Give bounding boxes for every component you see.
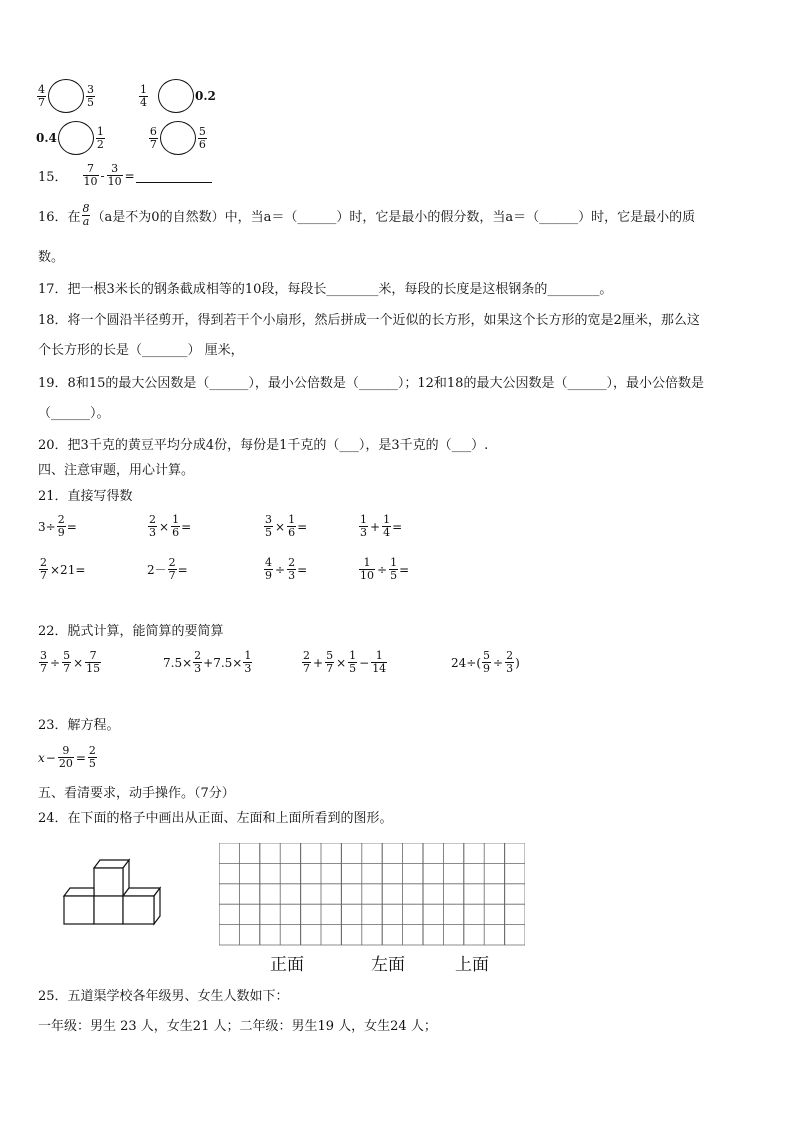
question-text: 16．在: [38, 210, 81, 225]
answer-blank[interactable]: [136, 168, 212, 183]
fraction: $\frac{6}{7}$: [149, 124, 157, 151]
fraction: $\frac{2}{7}$: [168, 556, 176, 582]
compare-value: 0.4: [36, 131, 57, 145]
question-15: 15． $\frac{7}{10}$ - $\frac{3}{10}$ =: [38, 163, 212, 188]
question-17: 17．把一根3米长的钢条截成相等的10段，每段长________米，每段的长度是这根钢条的________。: [38, 282, 613, 297]
equation: x − $\frac{9}{20}$ = $\frac{2}{5}$: [38, 744, 96, 770]
direct-calc-item: $\frac{4}{9}$ ÷ $\frac{2}{3}$ =: [265, 556, 308, 582]
direct-calc-item: $\frac{2}{7}$ ×21=: [40, 556, 86, 582]
fraction: $\frac{3}{5}$: [87, 82, 94, 109]
compare-oval[interactable]: [58, 121, 94, 155]
expression-22-1: $\frac{3}{7}$ ÷ $\frac{5}{7}$ × $\frac{7}{15}$: [40, 649, 101, 675]
compare-oval[interactable]: [158, 79, 194, 113]
direct-calc-item: 3÷ $\frac{2}{9}$ =: [38, 513, 77, 539]
fraction: $\frac{1}{2}$: [96, 124, 104, 151]
compare-row-1: [36, 79, 216, 113]
fraction: $\frac{2}{3}$: [149, 513, 156, 539]
compare-oval[interactable]: [48, 79, 84, 113]
fraction: $\frac{1}{4}$: [140, 82, 147, 109]
label-top-view: 上面: [455, 955, 489, 975]
question-18-line1: 18．将一个圆沿半径剪开，得到若干个小扇形，然后拼成一个近似的长方形，如果这个长方形的宽是2厘米，那么这: [38, 313, 700, 328]
fraction: $\frac{2}{7}$: [40, 556, 47, 582]
section-4-heading: 四、注意审题，用心计算。: [38, 463, 195, 478]
compare-row-2: [36, 121, 208, 155]
label-front-view: 正面: [270, 955, 304, 975]
fraction: $\frac{4}{7}$: [38, 82, 45, 109]
question-19-line2: （______）。: [38, 406, 110, 421]
question-23-title: 23．解方程。: [38, 718, 120, 733]
fraction: $\frac{3}{5}$: [265, 513, 272, 539]
drawing-grid[interactable]: [219, 843, 525, 946]
direct-calc-item: $\frac{2}{3}$ × $\frac{1}{6}$ =: [149, 513, 192, 539]
fraction: $\frac{7}{10}$: [83, 162, 98, 188]
compare-value: 0.2: [195, 89, 216, 103]
question-25-title: 25．五道渠学校各年级男、女生人数如下：: [38, 989, 289, 1004]
fraction: $\frac{4}{9}$: [265, 556, 272, 582]
cube-figure: [62, 858, 166, 926]
question-22-title: 22．脱式计算，能简算的要简算: [38, 624, 224, 639]
expression-22-4: 24÷( $\frac{5}{9}$ ÷ $\frac{2}{3}$ ): [451, 649, 520, 675]
question-25-data: 一年级：男生 23 人，女生21 人；二年级：男生19 人，女生24 人；: [38, 1019, 437, 1034]
fraction: $\frac{3}{10}$: [107, 162, 122, 188]
expression-22-3: $\frac{2}{7}$ + $\frac{5}{7}$ × $\frac{1}{5}$ − $\frac{1}{14}$: [303, 649, 387, 675]
fraction: $\frac{1}{6}$: [288, 513, 296, 539]
fraction: $\frac{2}{9}$: [57, 513, 65, 539]
direct-calc-item: $\frac{3}{5}$ × $\frac{1}{6}$ =: [265, 513, 308, 539]
direct-calc-item: 2－ $\frac{2}{7}$ =: [147, 556, 188, 582]
question-number: 15．: [38, 170, 68, 185]
question-24-title: 24．在下面的格子中画出从正面、左面和上面所看到的图形。: [38, 811, 393, 826]
question-18-line2: 个长方形的长是（_______） 厘米，: [38, 343, 244, 358]
compare-oval[interactable]: [160, 121, 196, 155]
fraction: $\frac{1}{4}$: [383, 513, 391, 539]
direct-calc-item: $\frac{1}{3}$ + $\frac{1}{4}$ =: [360, 513, 403, 539]
fraction: $\frac{1}{6}$: [172, 513, 180, 539]
direct-calc-item: $\frac{1}{10}$ ÷ $\frac{1}{5}$ =: [360, 556, 410, 582]
question-21-title: 21．直接写得数: [38, 489, 133, 504]
question-19-line1: 19．8和15的最大公因数是（______），最小公倍数是（______）；12和18的最大公因数是（______），最小公倍数是: [38, 376, 704, 391]
label-left-view: 左面: [371, 955, 405, 975]
fraction: $\frac{1}{10}$: [360, 556, 374, 582]
question-20: 20．把3千克的黄豆平均分成4份，每份是1千克的（___），是3千克的（___）.: [38, 438, 489, 453]
fraction: $\frac{1}{3}$: [360, 513, 367, 539]
question-16-line2: 数。: [38, 250, 65, 265]
question-text: （a是不为0的自然数）中，当a＝（______）时，它是最小的假分数，当a＝（______）时，它是最小的质: [91, 210, 696, 225]
expression-22-2: 7.5× $\frac{2}{3}$ +7.5× $\frac{1}{3}$: [163, 649, 252, 675]
question-16: [38, 203, 695, 228]
fraction: $\frac{8}{a}$: [82, 202, 90, 228]
fraction: $\frac{1}{5}$: [390, 556, 398, 582]
section-5-heading: 五、看清要求，动手操作。（7分）: [38, 786, 235, 801]
fraction: $\frac{2}{3}$: [288, 556, 296, 582]
fraction: $\frac{5}{6}$: [198, 124, 206, 151]
